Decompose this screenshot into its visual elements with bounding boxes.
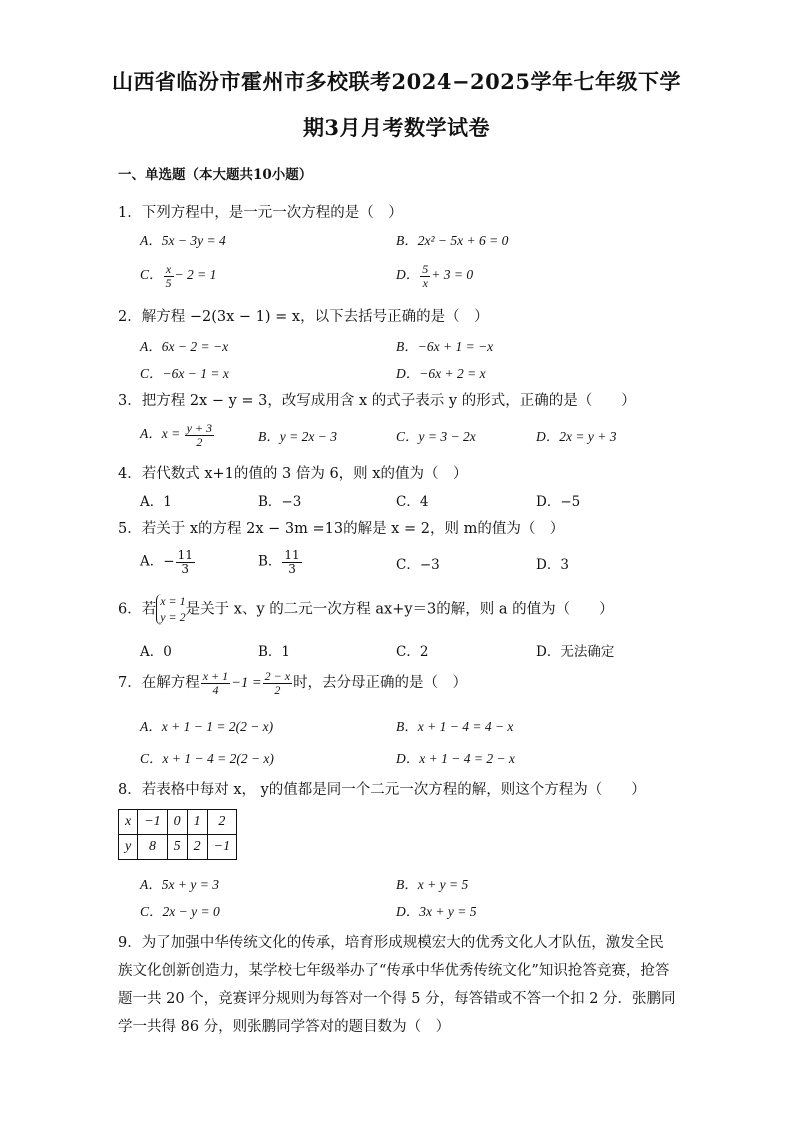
fraction: $\frac{x}{5}$ [165, 262, 172, 290]
question-2-option-d: D．−6x + 2 = x [396, 366, 486, 381]
question-3-option-c: C．y = 3 − 2x [396, 429, 476, 444]
table-cell: −1 [207, 835, 236, 860]
equation-system: x = 1 y = 2 [156, 594, 185, 625]
table-cell: 8 [138, 835, 167, 860]
question-6-option-c: C．2 [396, 644, 429, 660]
option-d-label: D． [396, 267, 420, 283]
question-1-stem: 1．下列方程中，是一元一次方程的是（ ） [118, 205, 403, 221]
question-4-option-c: C．4 [396, 494, 429, 510]
table-cell: 2 [207, 810, 236, 835]
option-c-label: C． [140, 267, 163, 283]
fraction: $\frac{5}{x}$ [422, 262, 429, 290]
table-row [119, 810, 237, 835]
question-6-option-a: A．0 [140, 644, 172, 660]
fraction: $\frac{11}{3}$ [177, 548, 193, 576]
question-7-option-b: B．x + 1 − 4 = 4 − x [396, 719, 514, 734]
question-2-option-c: C．−6x − 1 = x [140, 366, 229, 381]
fraction: $\frac{11}{3}$ [284, 548, 300, 576]
table-row [119, 835, 237, 860]
question-5-option-b: B． $\frac{11}{3}$ [258, 548, 300, 576]
table-cell: 0 [167, 810, 187, 835]
question-3-option-d: D．2x = y + 3 [536, 429, 617, 444]
question-9-stem: 9．为了加强中华传统文化的传承，培育形成规模宏大的优秀文化人才队伍，激发全民族文化创新创造力，某学校七年级举办了“传承中华优秀传统文化”知识抢答竞赛，抢答题一共 20 个，竞赛评分规则为每答对一个得 5 分，每答错或不答一个扣 2 分．张鹏同学一共得 86 分，则张鹏同学答对的题目数为（ ） [118, 935, 676, 1035]
question-5-option-c: C．−3 [396, 557, 440, 573]
table-cell: 5 [167, 835, 187, 860]
question-7-option-a: A．x + 1 − 1 = 2(2 − x) [140, 719, 274, 734]
table-cell: 1 [187, 810, 207, 835]
question-1-option-a: A．5x − 3y = 4 [140, 233, 226, 248]
table-cell: 2 [187, 835, 207, 860]
question-4-option-a: A．1 [140, 494, 172, 510]
question-8-stem: 8．若表格中每对 x， y的值都是同一个二元一次方程的解，则这个方程为（ ） [118, 782, 646, 798]
question-3-option-a: A．x = $\frac{y + 3}{2}$ [140, 421, 213, 449]
question-7-option-d: D．x + 1 − 4 = 2 − x [396, 751, 515, 766]
exam-title-line1: 山西省临汾市霍州市多校联考2024−2025学年七年级下学 [112, 69, 681, 94]
section-heading: 一、单选题（本大题共10小题） [118, 167, 313, 183]
question-7-stem: 7．在解方程 $\frac{x + 1}{4}$ −1 = $\frac{2 - x}{2}$ 时，去分母正确的是（ ） [118, 669, 468, 697]
question-1-option-b: B．2x² − 5x + 6 = 0 [396, 233, 509, 248]
question-2-stem: 2．解方程 −2(3x − 1) = x，以下去括号正确的是（ ） [118, 309, 489, 325]
question-6-option-d: D．无法确定 [536, 644, 615, 660]
question-3-stem: 3．把方程 2x − y = 3，改写成用含 x 的式子表示 y 的形式，正确的是（ ） [118, 393, 636, 409]
question-1-option-c: C． $\frac{x}{5}$ − 2 = 1 [140, 262, 217, 290]
question-4-option-d: D．−5 [536, 494, 581, 510]
question-5-option-d: D．3 [536, 557, 569, 573]
question-8-option-d: D．3x + y = 5 [396, 904, 477, 919]
fraction: $\frac{x + 1}{4}$ [202, 669, 229, 697]
fraction: $\frac{2 - x}{2}$ [264, 669, 291, 697]
question-7-option-c: C．x + 1 − 4 = 2(2 − x) [140, 751, 274, 766]
table-cell: y [119, 835, 138, 860]
question-5-stem: 5．若关于 x的方程 2x − 3m =13的解是 x = 2，则 m的值为（ ） [118, 521, 565, 537]
exam-title-line2: 期3月月考数学试卷 [302, 115, 491, 140]
question-8-option-a: A．5x + y = 3 [140, 877, 219, 892]
question-6-option-b: B．1 [258, 644, 291, 660]
question-2-option-a: A．6x − 2 = −x [140, 339, 229, 354]
question-8-option-c: C．2x − y = 0 [140, 904, 220, 919]
question-2-option-b: B．−6x + 1 = −x [396, 339, 494, 354]
question-4-option-b: B．−3 [258, 494, 302, 510]
table-cell: x [119, 810, 138, 835]
question-4-stem: 4．若代数式 x+1的值的 3 倍为 6，则 x的值为（ ） [118, 466, 468, 482]
question-8-option-b: B．x + y = 5 [396, 877, 469, 892]
question-6-stem: 6．若 x = 1 y = 2 是关于 x、y 的二元一次方程 ax+y＝3的解，则 a 的值为（ ） [118, 594, 614, 624]
fraction: $\frac{y + 3}{2}$ [186, 421, 213, 449]
question-5-option-a: A．− $\frac{11}{3}$ [140, 548, 193, 576]
question-3-option-b: B．y = 2x − 3 [258, 429, 337, 444]
table-cell: −1 [138, 810, 167, 835]
question-1-option-d: D． $\frac{5}{x}$ + 3 = 0 [396, 262, 474, 290]
xy-value-table [118, 809, 237, 860]
